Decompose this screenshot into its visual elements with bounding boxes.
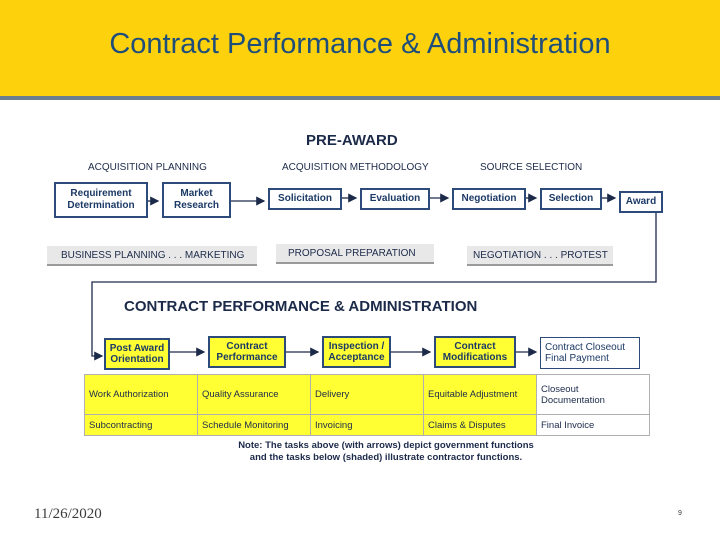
phase-label-acquisition-methodology: ACQUISITION METHODOLOGY <box>282 162 429 173</box>
slide-title: Contract Performance & Administration <box>109 28 611 60</box>
box-negotiation: Negotiation <box>452 188 526 210</box>
task-cell: Delivery <box>311 375 424 415</box>
shaded-negotiation-protest: NEGOTIATION . . . PROTEST <box>467 246 613 266</box>
box-selection: Selection <box>540 188 602 210</box>
slide-date: 11/26/2020 <box>34 506 102 522</box>
task-cell: Schedule Monitoring <box>198 415 311 436</box>
shaded-proposal-preparation: PROPOSAL PREPARATION <box>276 244 434 264</box>
box-requirement-determination: Requirement Determination <box>54 182 148 218</box>
page-number: 9 <box>678 510 682 517</box>
cpa-title: CONTRACT PERFORMANCE & ADMINISTRATION <box>124 298 478 315</box>
contractor-tasks-table <box>84 374 650 436</box>
box-contract-modifications: Contract Modifications <box>434 336 516 368</box>
tasks-row <box>85 375 650 415</box>
task-cell: Work Authorization <box>85 375 198 415</box>
phase-label-acquisition-planning: ACQUISITION PLANNING <box>88 162 207 173</box>
box-solicitation: Solicitation <box>268 188 342 210</box>
task-cell: Subcontracting <box>85 415 198 436</box>
box-contract-closeout: Contract Closeout Final Payment <box>540 337 640 369</box>
task-cell: Closeout Documentation <box>537 375 650 415</box>
pre-award-title: PRE-AWARD <box>306 132 398 149</box>
task-cell: Quality Assurance <box>198 375 311 415</box>
arrow-award-to-post-award <box>92 212 656 356</box>
phase-label-source-selection: SOURCE SELECTION <box>480 162 583 173</box>
task-cell: Claims & Disputes <box>424 415 537 436</box>
box-award: Award <box>619 191 663 213</box>
box-market-research: Market Research <box>162 182 231 218</box>
box-contract-performance: Contract Performance <box>208 336 286 368</box>
box-evaluation: Evaluation <box>360 188 430 210</box>
box-post-award-orientation: Post Award Orientation <box>104 338 170 370</box>
task-cell: Invoicing <box>311 415 424 436</box>
box-inspection-acceptance: Inspection / Acceptance <box>322 336 391 368</box>
shaded-business-planning: BUSINESS PLANNING . . . MARKETING <box>47 246 257 266</box>
task-cell: Final Invoice <box>537 415 650 436</box>
task-cell: Equitable Adjustment <box>424 375 537 415</box>
legend-note: Note: The tasks above (with arrows) depict government functions and the tasks below (shaded) illustrate contractor functions. <box>238 440 534 463</box>
tasks-row <box>85 415 650 436</box>
